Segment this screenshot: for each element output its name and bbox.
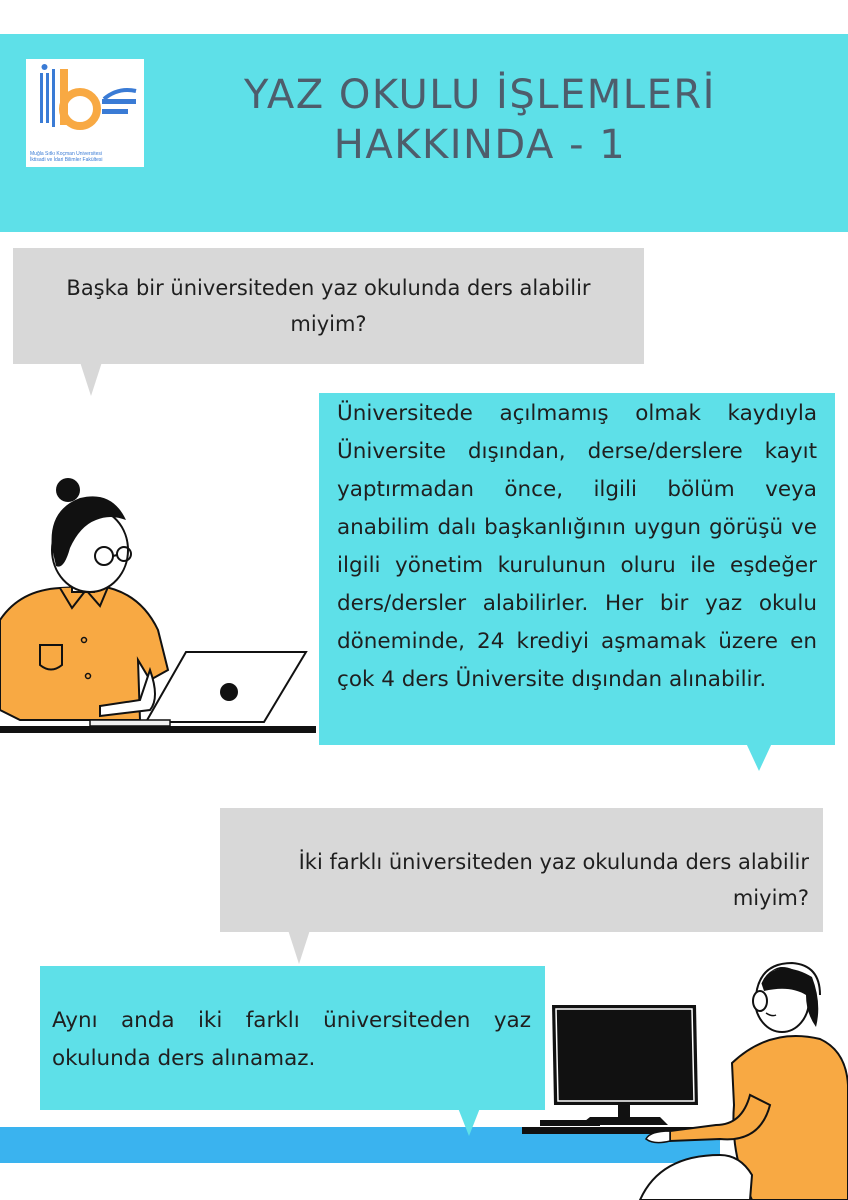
question-bubble-2: [220, 808, 823, 932]
answer-2-text: Aynı anda iki farklı üniversiteden yaz okulunda ders alınamaz.: [52, 1008, 531, 1071]
desk-line: [0, 726, 316, 733]
logo-caption-faculty: İktisadi ve İdari Bilimler Fakültesi: [30, 157, 103, 163]
question-2-text: İki farklı üniversiteden yaz okulunda ders alabilir miyim?: [298, 850, 809, 910]
answer-bubble-1-tail: [746, 743, 772, 771]
woman-with-headphones-at-computer-illustration: [520, 955, 848, 1200]
answer-bubble-1: [319, 393, 835, 745]
answer-1-text: Üniversitede açılmamış olmak kaydıyla Üniversite dışından, derse/derslere kayıt yaptırmadan önce, ilgili bölüm veya anabilim dalı başkanlığının uygun görüşü ve ilgili yönetim kurulunun oluru ile eşdeğer ders/dersler alabilirler. Her bir yaz okulu döneminde, 24 krediyi aşmamak üzere en çok 4 ders Üniversite dışından alınabilir.: [337, 401, 817, 692]
answer-bubble-2: [40, 966, 545, 1110]
iibf-logo-icon: [26, 59, 144, 149]
woman-with-laptop-illustration: [0, 470, 320, 740]
answer-bubble-2-tail: [458, 1108, 480, 1136]
faculty-logo: [26, 59, 144, 167]
question-bubble-1-tail: [80, 362, 102, 396]
page-title-line1: YAZ OKULU İŞLEMLERİ: [244, 72, 716, 118]
page-title: [180, 70, 780, 170]
question-bubble-2-tail: [288, 930, 310, 964]
question-bubble-1: [13, 248, 644, 364]
page-title-line2: HAKKINDA - 1: [333, 122, 627, 168]
logo-caption-university: Muğla Sıtkı Koçman Üniversitesi: [30, 151, 102, 157]
question-1-text: Başka bir üniversiteden yaz okulunda ders alabilir miyim?: [66, 276, 591, 336]
